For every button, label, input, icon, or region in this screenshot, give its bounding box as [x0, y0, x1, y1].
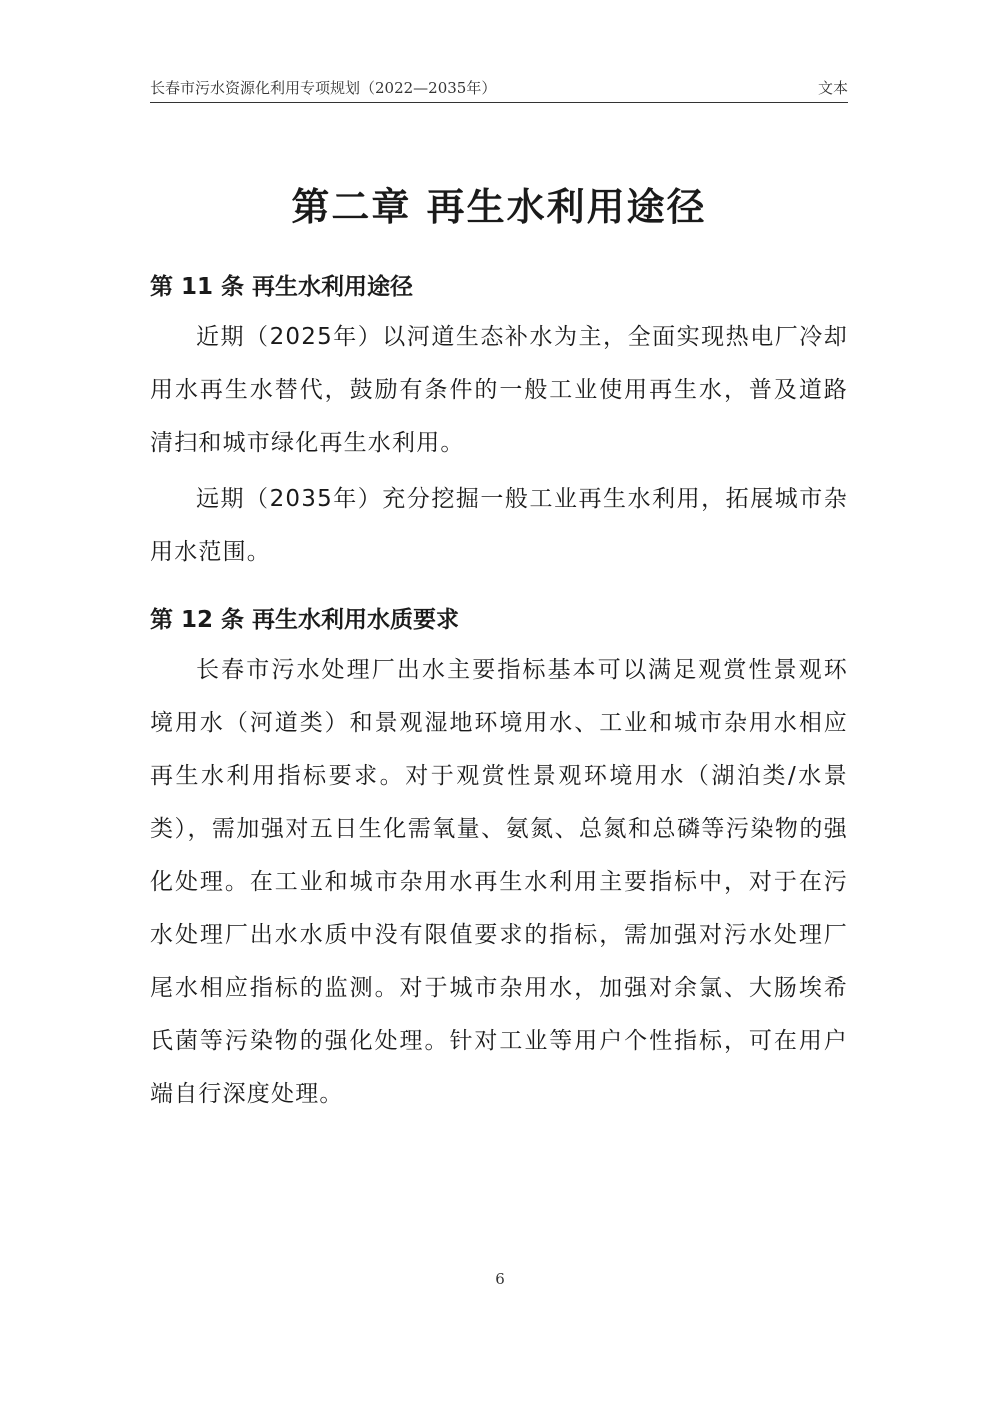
section-title: 第 12 条 再生水利用水质要求 — [150, 607, 460, 633]
paragraph: 长春市污水处理厂出水主要指标基本可以满足观赏性景观环境用水（河道类）和景观湿地环境用水、工业和城市杂用水相应再生水利用指标要求。对于观赏性景观环境用水（湖泊类/水景类），需加强对五日生化需氧量、氨氮、总氮和总磷等污染物的强化处理。在工业和城市杂用水再生水利用主要指标中，对于在污水处理厂出水水质中没有限值要求的指标，需加强对污水处理厂尾水相应指标的监测。对于城市杂用水，加强对余氯、大肠埃希氏菌等污染物的强化处理。针对工业等用户个性指标，可在用户端自行深度处理。 — [150, 657, 848, 1107]
paragraph: 远期（2035年）充分挖掘一般工业再生水利用，拓展城市杂用水范围。 — [150, 486, 848, 565]
running-header — [150, 68, 848, 103]
section-title: 第 11 条 再生水利用途径 — [150, 274, 414, 300]
chapter-title: 第二章 再生水利用途径 — [291, 185, 707, 229]
page-number: 6 — [495, 1270, 505, 1288]
header-title: 长春市污水资源化利用专项规划（2022—2035年） — [150, 79, 497, 97]
paragraph: 近期（2025年）以河道生态补水为主，全面实现热电厂冷却用水再生水替代，鼓励有条件的一般工业使用再生水，普及道路清扫和城市绿化再生水利用。 — [150, 324, 848, 456]
section-12 — [150, 600, 848, 1121]
section-11 — [150, 267, 848, 579]
header-label: 文本 — [817, 79, 848, 97]
